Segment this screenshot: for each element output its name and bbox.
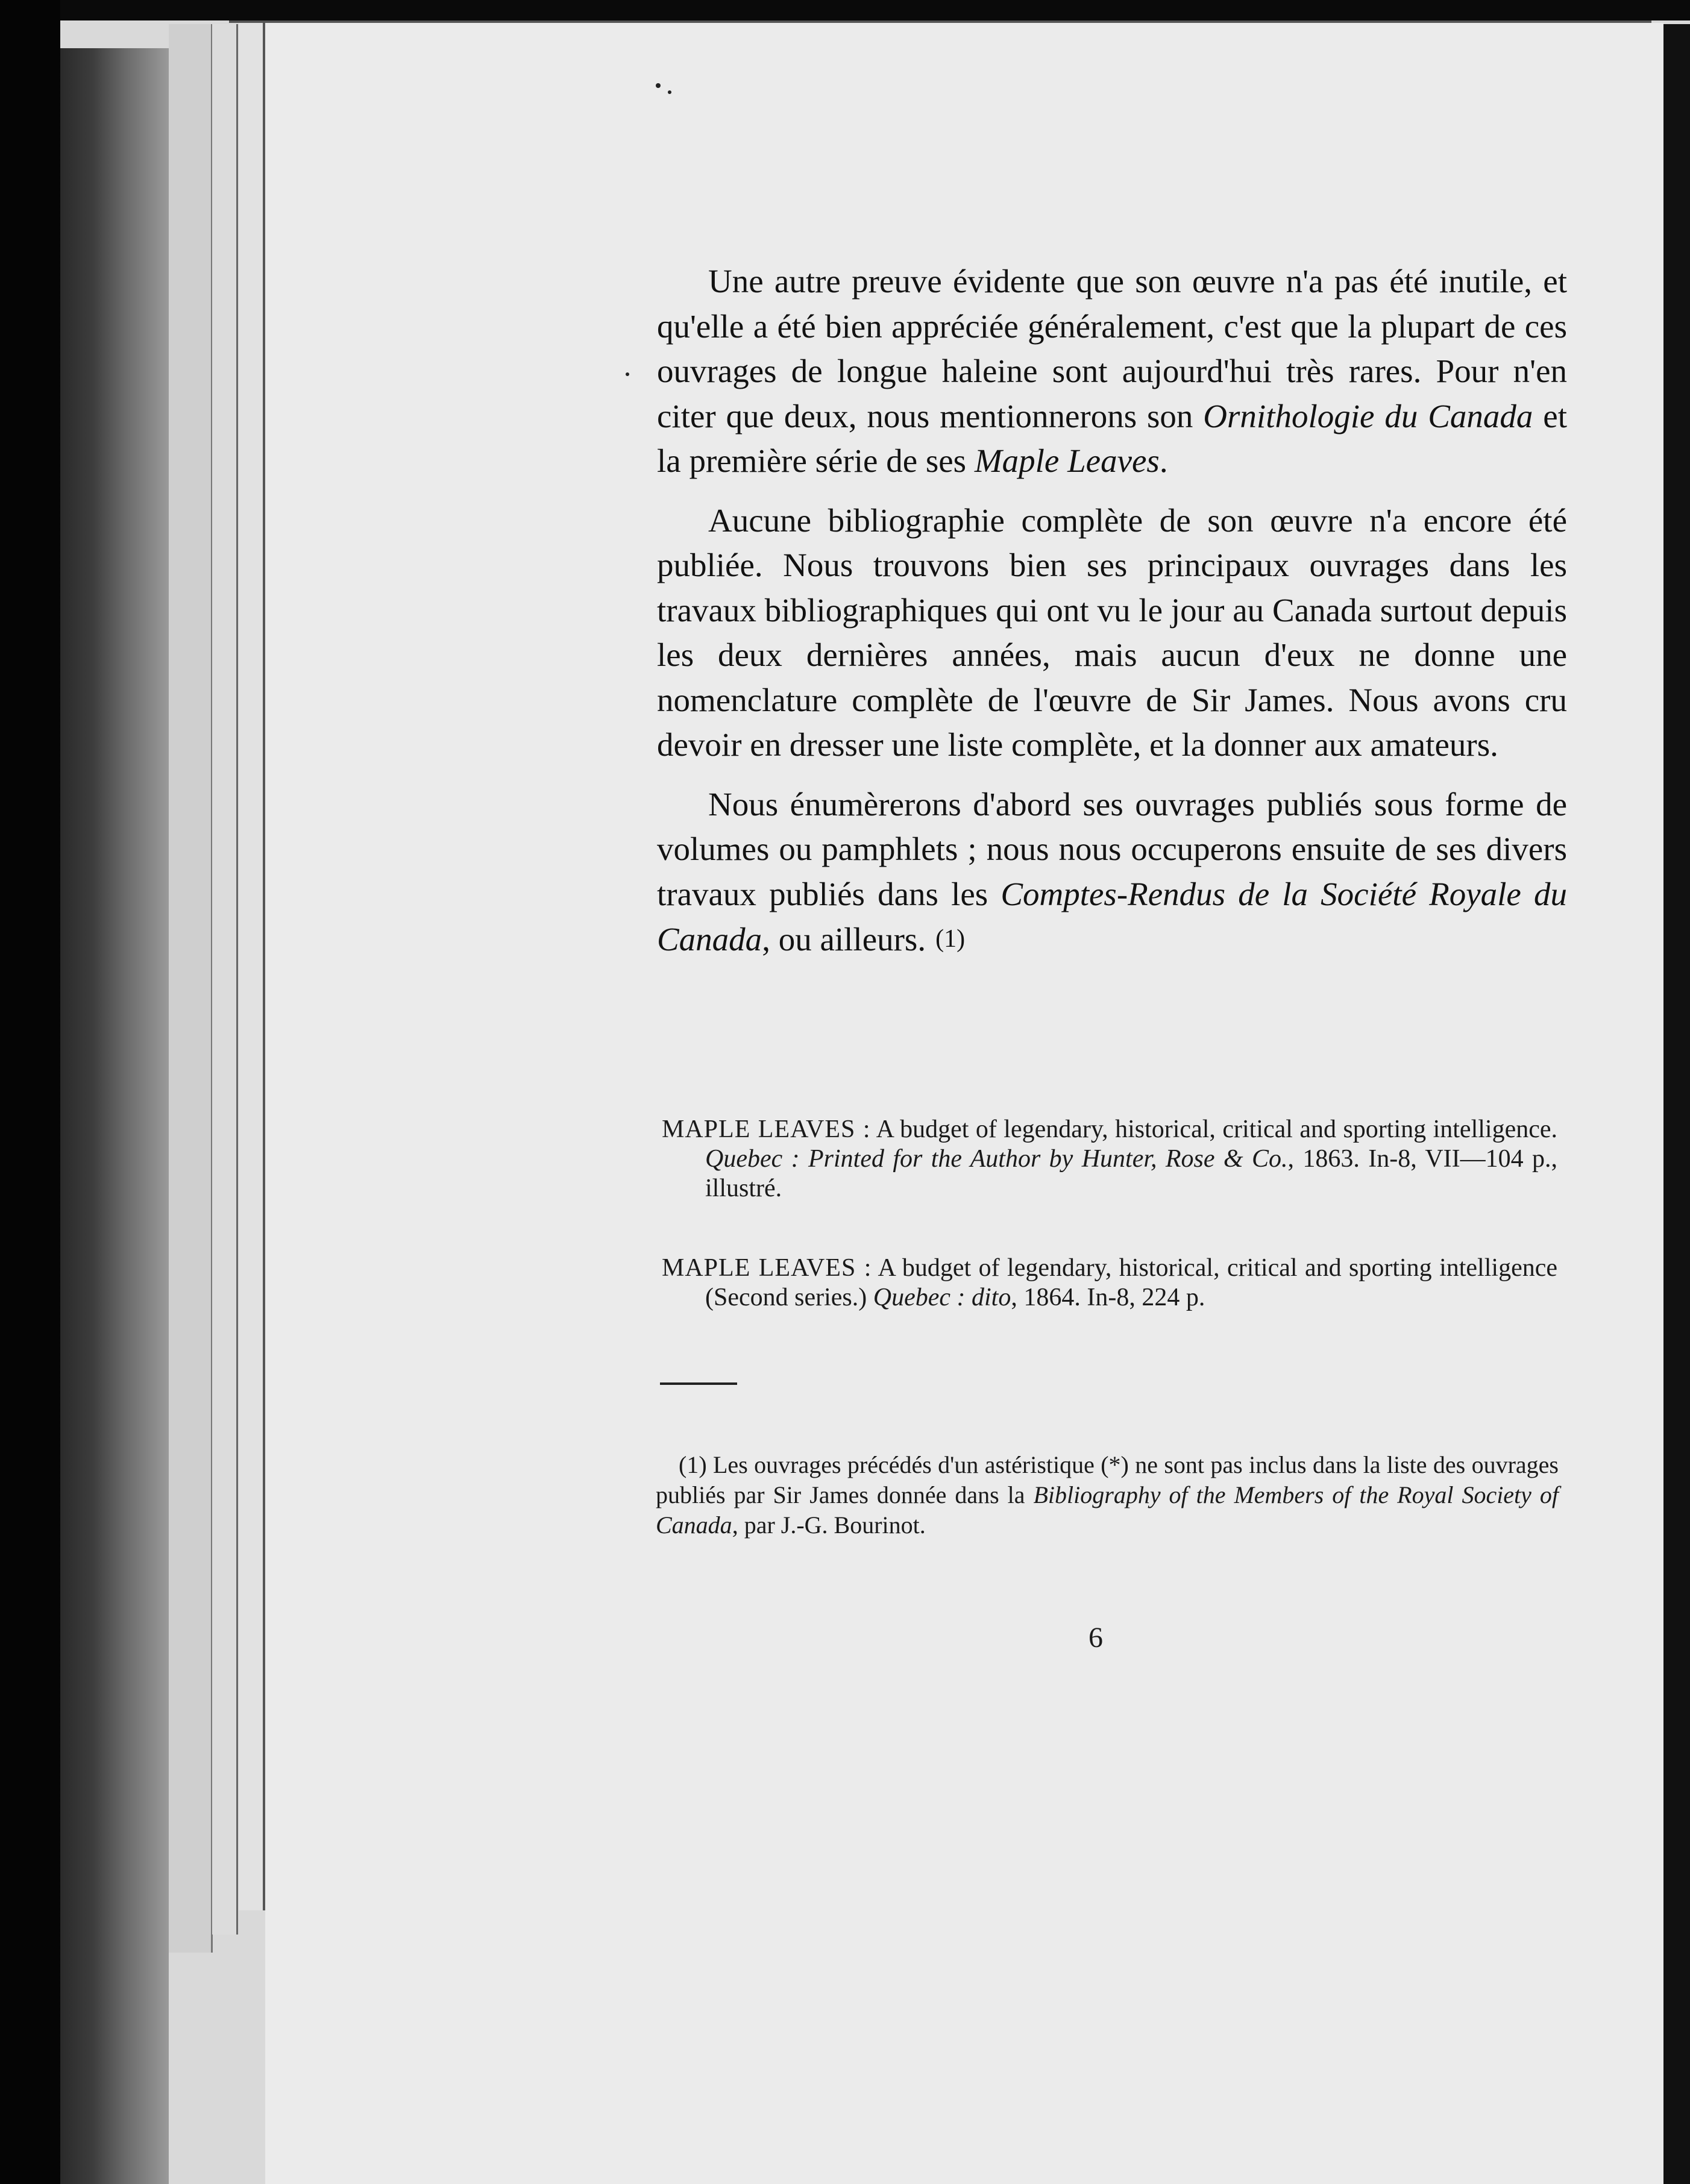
scan-shadow-strip [60,48,169,2184]
publication-title: Comptes-Rendus de la Société Royale du Canada [657,875,1567,958]
scan-speck [656,83,661,88]
scan-speck [668,90,671,94]
imprint: Quebec : dito [873,1284,1011,1311]
scan-speck [626,372,629,376]
paragraph-2: Aucune bibliographie complète de son œuvre n'a encore été publiée. Nous trouvons bien ses principaux ouvrages dans les travaux bibliographiques qui ont vu le jour au Canada surtout depuis les deux dernières années, mais aucun d'eux ne donne une nomenclature complète de l'œuvre de Sir James. Nous avons cru devoir en dresser une liste complète, et la donner aux amateurs. [657,501,1567,763]
page-edge [212,24,238,1935]
text-run: et la première série de ses [657,397,1568,479]
text-run: (1) Les ouvrages précédés d'un astéristique (*) ne sont pas inclus dans la liste des ouvrages publiés par Sir James donnée dans la [656,1451,1559,1508]
book-title: Ornithologie du Canada [1203,397,1533,435]
footnote [656,1450,1559,1540]
book-title: Maple Leaves [974,442,1160,479]
scan-border-right [1663,24,1690,2184]
text-run: , 1864. In-8, 224 p. [1011,1284,1205,1311]
page-edge [239,12,265,1910]
paragraph-1 [657,259,1567,484]
scan-border-top [60,0,1690,20]
entry-text [662,1115,1557,1203]
text-run: , par J.-G. Bourinot. [732,1511,926,1539]
text-run: Une autre preuve évidente que son œuvre n'a pas été inutile, et qu'elle a été bien appréciée généralement, c'est que la plupart de ces ouvrages de longue haleine sont aujourd'hui très rares. Pour n'en citer que deux, nous mentionnerons son [657,263,1567,435]
paragraph-3 [657,782,1567,962]
publication-title: Bibliography of the Members of the Royal Society of Canada [656,1481,1559,1539]
page-edge [169,24,213,1953]
footnote-reference: (1) [935,925,966,953]
scan-border-left [0,0,60,2184]
page-number: 6 [1088,1622,1103,1654]
text-run: . [1159,442,1168,479]
bibliography-entry-2 [662,1254,1557,1313]
text-run: A budget of legendary, historical, critical and sporting intelligence (Second series.) [705,1254,1557,1311]
bibliography-entry-1 [662,1115,1557,1203]
text-run: , 1863. In-8, VII—104 p., illustré. [705,1145,1557,1202]
text-run: A budget of legendary, historical, critical and sporting intelligence. [870,1116,1557,1143]
text-run: Nous énumèrerons d'abord ses ouvrages publiés sous forme de volumes ou pamphlets ; nous nous occuperons ensuite de ses divers travaux publiés dans les [657,785,1567,912]
entry-title: MAPLE LEAVES : [662,1254,872,1282]
text-run: , ou ailleurs. [762,921,926,958]
imprint: Quebec : Printed for the Author by Hunter, Rose & Co. [705,1145,1288,1173]
entry-title: MAPLE LEAVES : [662,1116,871,1143]
body-text [657,259,1567,977]
entry-text [662,1254,1557,1313]
footnote-separator [660,1382,737,1385]
